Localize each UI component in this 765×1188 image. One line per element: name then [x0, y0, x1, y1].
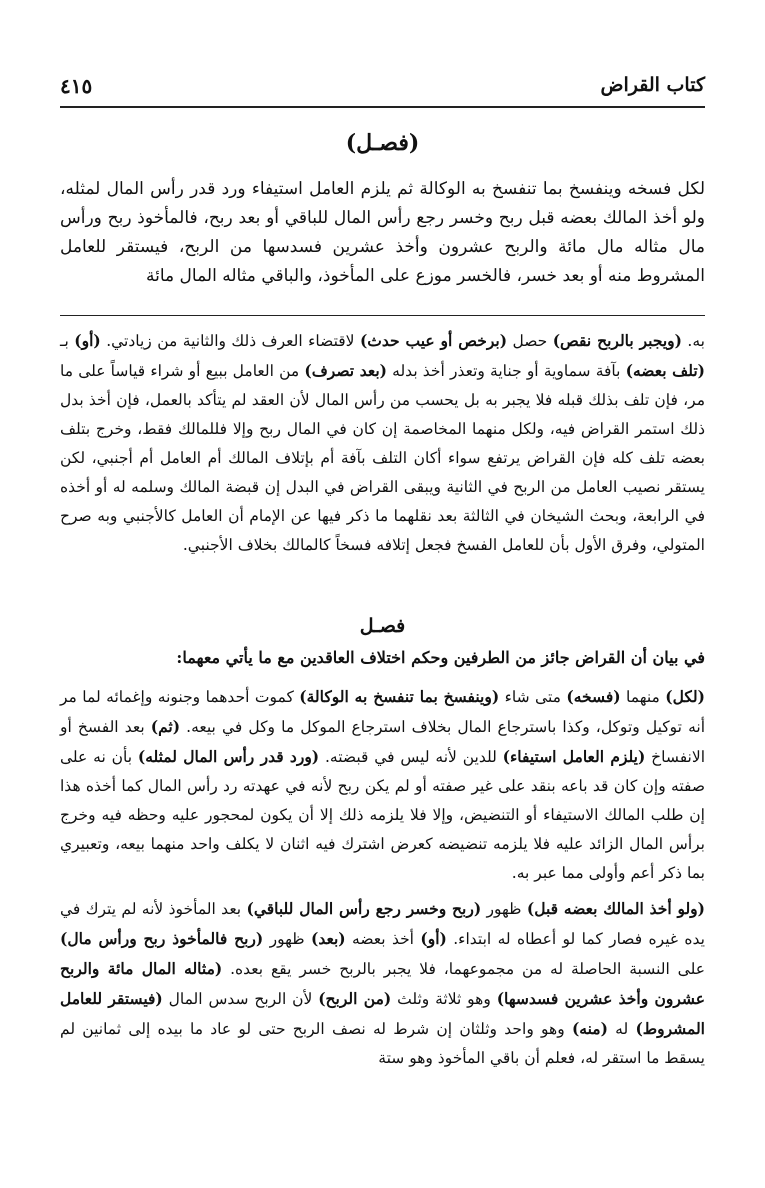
- text-run: لأن الربح سدس المال: [162, 990, 319, 1008]
- text-run: ظهور: [263, 930, 312, 948]
- text-run: وهو ثلاثة وثلث: [391, 990, 497, 1008]
- text-run: حصل: [507, 332, 553, 350]
- quoted-matn: (ورد قدر رأس المال لمثله): [137, 747, 320, 766]
- text-run: متى شاء: [499, 688, 567, 706]
- running-title: كتاب القراض: [600, 74, 705, 96]
- quoted-matn: (بعد): [311, 929, 346, 948]
- commentary-block-2: [60, 682, 705, 1079]
- text-run: من العامل ببيع أو شراء قياساً على ما مر، فإن تلف بذلك قبله فلا يجبر به بل يحسب من رأس المال لأن العقد لم يتأكد بالعمل، فإن أخذ بدل ذلك استمر القراض فيه، ولكل منهما المخاصمة إن كان في المال ربح وإلا فللمالك فقط، وخرج بتلف بعضه تلف كله فإن القراض يرتفع سواء أكان التلف بآفة أم بإتلاف المالك أم العامل أم أجنبي، لكن يستقر نصيب العامل من الربح في الثانية ويبقى القراض في البدل إن قبضة المالك وسلمه له أو أخذه في الرابعة، وبحث الشيخان في الثالثة بعد نقلهما ما ذكر فيها عن الإمام أن العامل كالأجنبي وبه صرح المتولي، وفرق الأول بأن للعامل الفسخ فجعل إتلافه فسخاً كالمالك بخلاف الأجنبي.: [60, 362, 705, 554]
- quoted-matn: (من الربح): [318, 989, 392, 1008]
- page-number: ٤١٥: [60, 74, 93, 98]
- quoted-matn: (أو): [420, 929, 447, 948]
- text-run: بعد المأخوذ لأنه لم يترك في يده غيره فصار كما لو أعطاه له ابتداء.: [60, 900, 705, 948]
- section-heading: (فصـل): [345, 130, 420, 156]
- text-run: كموت أحدهما وجنونه وإغمائه لما مر أنه توكيل وتوكل، وكذا باسترجاع المال بخلاف استرجاع الموكل ما وكل في بيعه.: [60, 688, 705, 736]
- chapter-subtitle: في بيان أن القراض جائز من الطرفين وحكم اختلاف العاقدين مع ما يأتي معهما:: [176, 648, 705, 667]
- main-text: [60, 175, 705, 291]
- quoted-matn: (ربح وخسر رجع رأس المال للباقي): [246, 899, 482, 918]
- book-page: [60, 60, 705, 1160]
- header-divider: [60, 106, 705, 108]
- commentary-paragraph: [60, 682, 705, 888]
- quoted-matn: (ويجبر بالربح نقص): [552, 331, 682, 350]
- quoted-matn: (منه): [571, 1019, 608, 1038]
- quoted-matn: (وينفسخ بما تنفسخ به الوكالة): [299, 687, 500, 706]
- main-text-paragraph: لكل فسخه وينفسخ بما تنفسخ به الوكالة ثم يلزم العامل استيفاء ورد قدر رأس المال لمثله، ولو أخذ المالك بعضه قبل ربح وخسر رجع رأس المال للباقي أو بعد ربح، فالمأخوذ ربح ورأس مال مثاله مال مائة والربح عشرون وأخذ عشرين فسدسها من الربح، فيستقر للعامل المشروط منه أو بعد خسر، فالخسر موزع على المأخوذ، والباقي مثاله المال مائة: [60, 179, 705, 286]
- chapter-heading: فصـل: [359, 615, 406, 637]
- quoted-matn: (فسخه): [566, 687, 621, 706]
- text-run: للدين لأنه ليس في قبضته.: [319, 748, 503, 766]
- text-run: بآفة سماوية أو جناية وتعذر أخذ بدله: [386, 362, 626, 380]
- text-run: لاقتضاء العرف ذلك والثانية من زيادتي.: [100, 332, 360, 350]
- quoted-matn: (ربح فالمأخوذ ربح ورأس مال): [60, 929, 264, 948]
- text-run: على النسبة الحاصلة له من مجموعهما، فلا يجبر بالربح خسر يقع بعده.: [222, 960, 705, 978]
- commentary-divider: [60, 315, 705, 316]
- quoted-matn: (تلف بعضه): [625, 361, 705, 380]
- quoted-matn: (مثاله المال مائة والربح عشرون وأخذ عشرين فسدسها): [60, 959, 706, 1008]
- text-run: منهما: [620, 688, 666, 706]
- text-run: وهو واحد وثلثان إن شرط له نصف الربح حتى لو عاد ما بيده إلى ثمانين لم يسقط ما استقر له، فعلم أن باقي المأخوذ وهو ستة: [60, 1020, 705, 1067]
- commentary-paragraph: [60, 326, 705, 560]
- quoted-matn: (أو): [74, 331, 101, 350]
- commentary-block-1: [60, 326, 705, 566]
- quoted-matn: (فيستقر للعامل المشروط): [60, 989, 705, 1038]
- text-run: بـ: [60, 332, 75, 350]
- quoted-matn: (لكل): [665, 687, 705, 706]
- text-run: ظهور: [481, 900, 527, 918]
- quoted-matn: (برخص أو عيب حدث): [359, 331, 508, 350]
- quoted-matn: (ولو أخذ المالك بعضه قبل): [526, 899, 706, 918]
- quoted-matn: (ثم): [150, 717, 181, 736]
- text-run: أخذ بعضه: [345, 930, 421, 948]
- text-run: له: [607, 1020, 636, 1038]
- page-header: [60, 74, 705, 104]
- text-run: بعد الفسخ أو الانفساخ: [60, 718, 706, 766]
- quoted-matn: (بعد تصرف): [304, 361, 387, 380]
- text-run: بأن نه على صفته وإن كان قد باعه بنقد على غير صفته أو لم يكن ربح لأنه في عهدته رد رأس المال كما أخذه هذا إن طلب المالك الاستيفاء أو التنضيض، وإلا فلا يلزمه ذلك إلا أن يكون لمحجور عليه وحظه فيه وخرج برأس المال الزائد عليه فلا يلزمه تنضيضه كعرض اشترك فيه اثنان لا يكلف واحد منهما بيعه، وتعبيري بما ذكر أعم وأولى مما عبر به.: [60, 748, 705, 882]
- quoted-matn: (يلزم العامل استيفاء): [502, 747, 646, 766]
- text-run: به.: [681, 332, 705, 350]
- commentary-paragraph: [60, 894, 705, 1073]
